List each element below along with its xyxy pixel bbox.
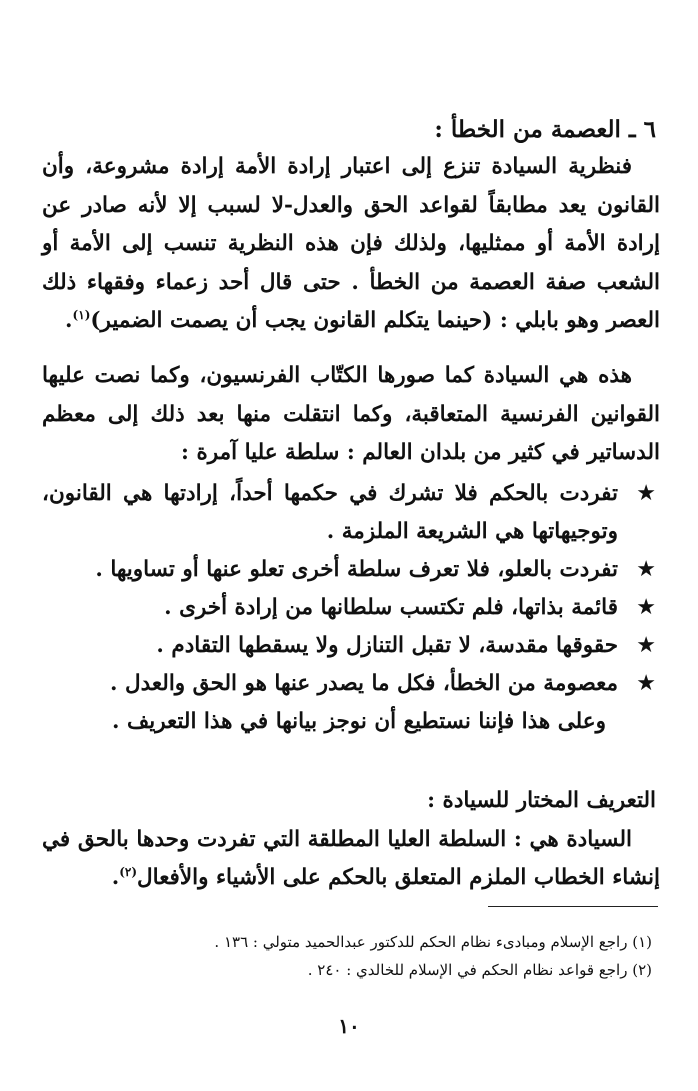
list-item-text: تفردت بالعلو، فلا تعرف سلطة أخرى تعلو عنها أو تساويها . xyxy=(95,556,618,582)
definition-end: . xyxy=(111,865,120,891)
star-icon: ★ xyxy=(636,556,656,582)
footnote-2: (٢) راجع قواعد نظام الحكم في الإسلام للخالدي : ٢٤٠ . xyxy=(307,961,652,979)
sovereignty-attributes-list xyxy=(42,475,660,703)
paragraph-1-end: . xyxy=(65,308,73,334)
footnotes xyxy=(52,928,652,984)
list-item-text: تفردت بالحكم فلا تشرك في حكمها أحداً، إرادتها هي القانون، وتوجيهاتها هي الشريعة الملزمة . xyxy=(42,480,618,544)
footnote-divider xyxy=(488,906,658,907)
definition-heading: التعريف المختار للسيادة : xyxy=(427,787,656,813)
list-item-text: حقوقها مقدسة، لا تقبل التنازل ولا يسقطها التقادم . xyxy=(156,632,618,658)
list-item xyxy=(42,627,660,665)
list-item xyxy=(42,665,660,703)
paragraph-sovereignty-infallibility xyxy=(42,148,660,341)
definition-text: السيادة هي : السلطة العليا المطلقة التي تفردت وحدها بالحق في إنشاء الخطاب الملزم المتعلق بالحكم على الأشياء والأفعال xyxy=(42,826,660,891)
footnote-ref-1: (١) xyxy=(72,308,91,323)
list-item xyxy=(42,475,660,551)
definition-paragraph xyxy=(42,821,660,898)
closing-line: وعلى هذا فإننا نستطيع أن نوجز بيانها في هذا التعريف . xyxy=(111,708,606,734)
footnote-ref-2: (٢) xyxy=(119,865,138,880)
star-icon: ★ xyxy=(636,670,656,696)
star-icon: ★ xyxy=(636,480,656,506)
paragraph-sovereignty-summary: هذه هي السيادة كما صورها الكتّاب الفرنسيون، وكما نصت عليها القوانين الفرنسية المتعاقبة، وكما انتقلت منها بعد ذلك إلى معظم الدساتير في كثير من بلدان العالم : سلطة عليا آمرة : xyxy=(42,362,660,466)
star-icon: ★ xyxy=(636,632,656,658)
star-icon: ★ xyxy=(636,594,656,620)
list-item-text: قائمة بذاتها، فلم تكتسب سلطانها من إرادة أخرى . xyxy=(164,594,618,620)
list-item-text: معصومة من الخطأ، فكل ما يصدر عنها هو الحق والعدل . xyxy=(110,670,618,696)
section-heading: ٦ ـ العصمة من الخطأ : xyxy=(434,116,656,143)
footnote-1: (١) راجع الإسلام ومبادىء نظام الحكم للدكتور عبدالحميد متولي : ١٣٦ . xyxy=(214,933,652,951)
list-item xyxy=(42,551,660,589)
page-number: ١٠ xyxy=(338,1014,360,1038)
paragraph-1-text: فنظرية السيادة تنزع إلى اعتبار إرادة الأمة إرادة مشروعة، وأن القانون يعد مطابقاً لقواعد الحق والعدل-لا لسبب إلا لأنه صادر عن إرادة الأمة أو ممثليها، ولذلك فإن هذه النظرية تنسب إلى الأمة أو الشعب صفة العصمة من الخطأ . حتى قال أحد زعماء وفقهاء ذلك العصر وهو بابلي : (حينما يتكلم القانون يجب أن يصمت الضمير) xyxy=(42,154,660,334)
list-item xyxy=(42,589,660,627)
